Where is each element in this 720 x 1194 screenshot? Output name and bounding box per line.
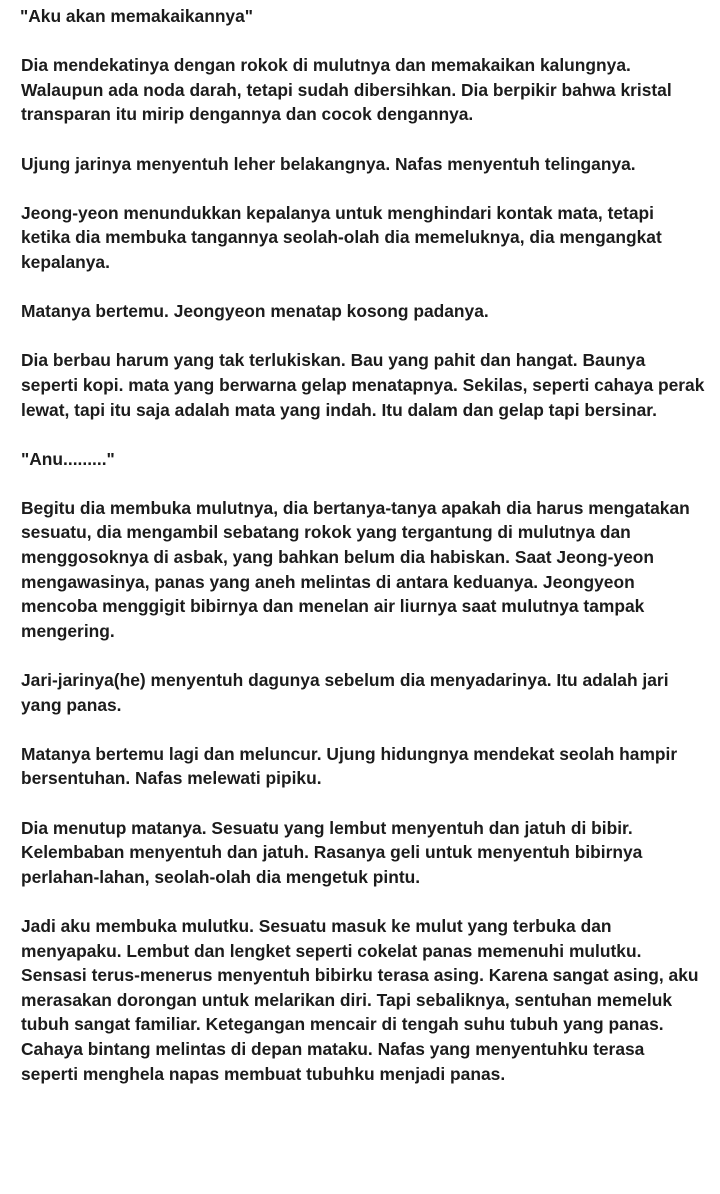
- paragraph-10: Matanya bertemu lagi dan meluncur. Ujung hidungnya mendekat seolah hampir bersentuhan. Nafas melewati pipiku.: [21, 743, 678, 789]
- paragraph-4: Jeong-yeon menundukkan kepalanya untuk menghindari kontak mata, tetapi ketika dia membuka tangannya seolah-olah dia memeluknya, dia mengangkat kepalanya.: [21, 202, 662, 272]
- paragraph-7: "Anu.........": [21, 448, 115, 469]
- paragraph-1: "Aku akan memakaikannya": [20, 6, 254, 26]
- paragraph-3: Ujung jarinya menyentuh leher belakangnya. Nafas menyentuh telinganya.: [21, 153, 636, 174]
- paragraph-9: Jari-jarinya(he) menyentuh dagunya sebelum dia menyadarinya. Itu adalah jari yang panas.: [21, 670, 669, 715]
- paragraph-8: Begitu dia membuka mulutnya, dia bertanya-tanya apakah dia harus mengatakan sesuatu, dia mengambil sebatang rokok yang tergantung di mulutnya dan menggosoknya di asbak, yang bahkan belum dia habiskan. Saat Jeong-yeon mengawasinya, panas yang aneh melintas di antara keduanya. Jeongyeon mencoba menggigit bibirnya dan menelan air liurnya saat mulutnya tampak mengering.: [21, 497, 690, 641]
- paragraph-11: Dia menutup matanya. Sesuatu yang lembut menyentuh dan jatuh di bibir. Kelembaban menyentuh dan jatuh. Rasanya geli untuk menyentuh bibirnya perlahan-lahan, seolah-olah dia mengetuk pintu.: [21, 817, 643, 887]
- paragraph-12: Jadi aku membuka mulutku. Sesuatu masuk ke mulut yang terbuka dan menyapaku. Lembut dan lengket seperti cokelat panas memenuhi mulutku. Sensasi terus-menerus menyentuh bibirku terasa asing. Karena sangat asing, aku merasakan dorongan untuk melarikan diri. Tapi sebaliknya, sentuhan memeluk tubuh sangat familiar. Ketegangan mencair di tengah suhu tubuh yang panas. Cahaya bintang melintas di depan mataku. Nafas yang menyentuhku terasa seperti menghela napas membuat tubuhku menjadi panas.: [21, 915, 699, 1084]
- paragraph-2: Dia mendekatinya dengan rokok di mulutnya dan memakaikan kalungnya. Walaupun ada noda darah, tetapi sudah dibersihkan. Dia berpikir bahwa kristal transparan itu mirip dengannya dan cocok dengannya.: [21, 55, 672, 125]
- paragraph-6: Dia berbau harum yang tak terlukiskan. Bau yang pahit dan hangat. Baunya seperti kopi. mata yang berwarna gelap menatapnya. Sekilas, seperti cahaya perak lewat, tapi itu saja adalah mata yang indah. Itu dalam dan gelap tapi bersinar.: [21, 350, 705, 420]
- story-text: [21, 4, 706, 1086]
- paragraph-5: Matanya bertemu. Jeongyeon menatap kosong padanya.: [21, 301, 489, 322]
